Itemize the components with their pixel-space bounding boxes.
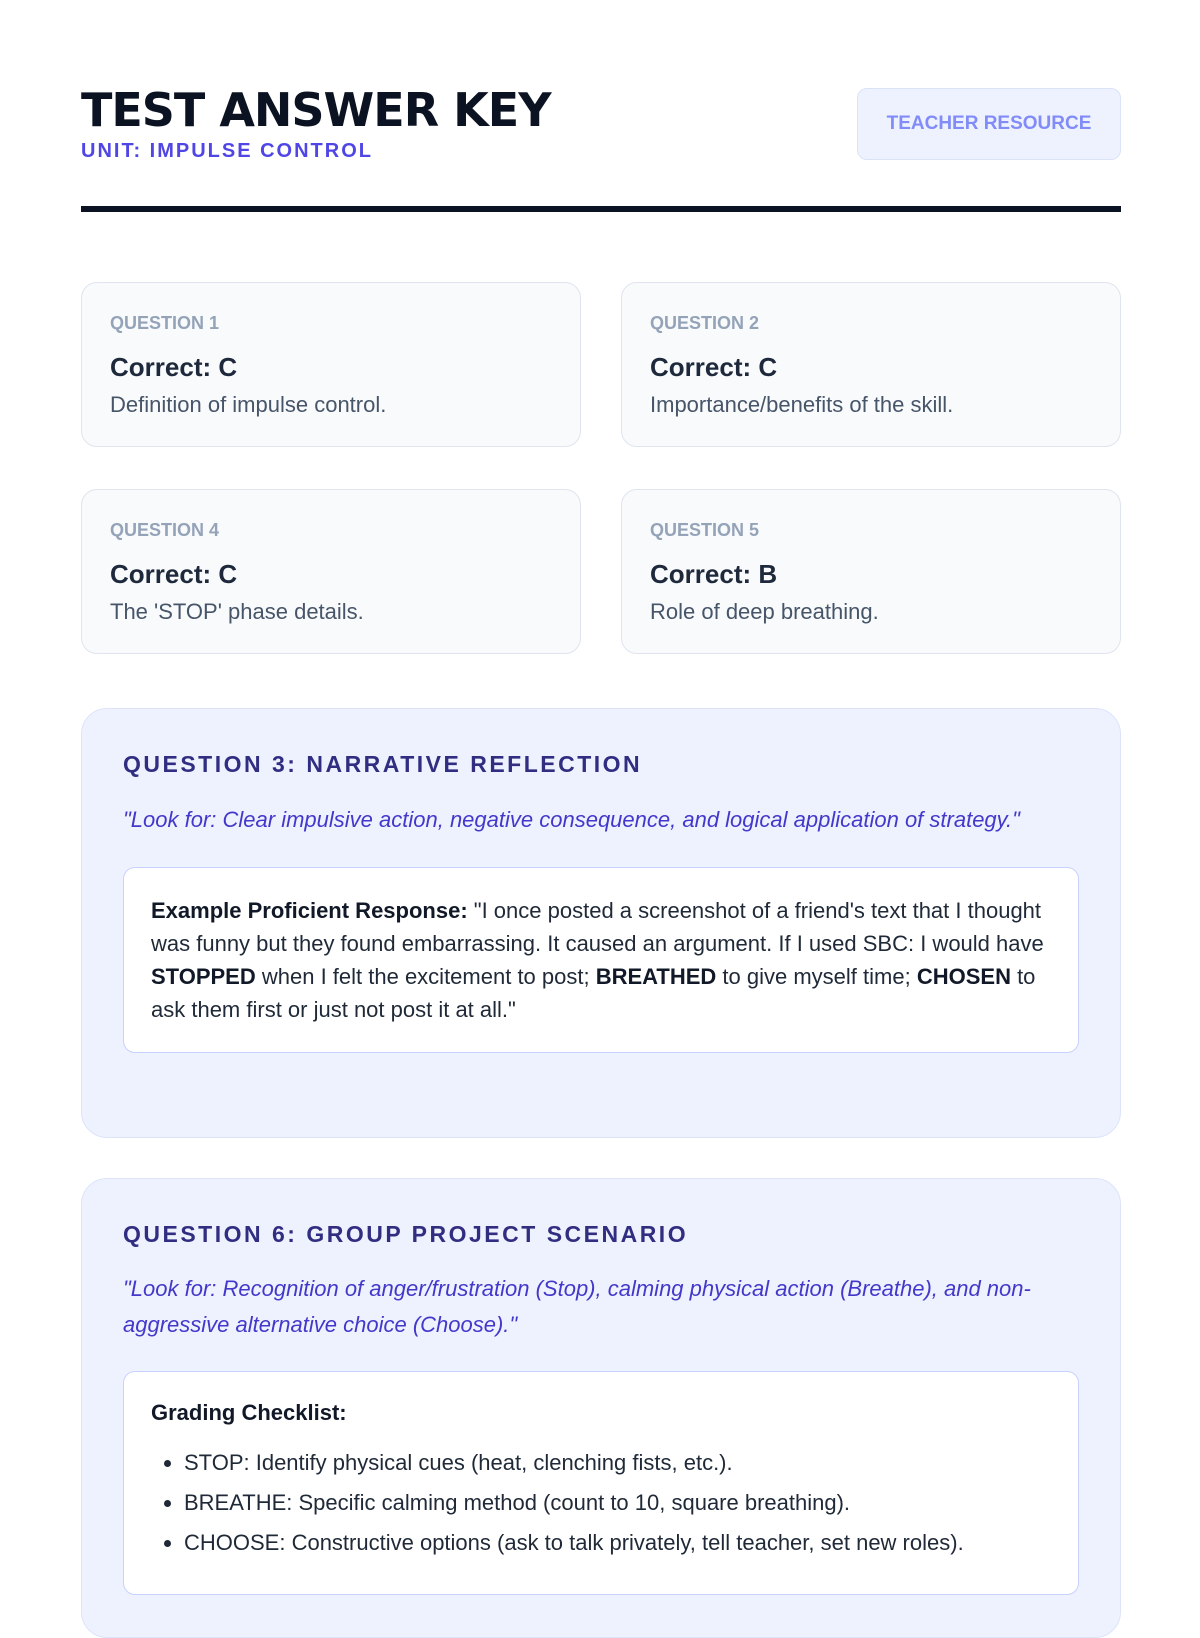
question-description: Role of deep breathing. — [650, 599, 879, 624]
question-card — [621, 489, 1121, 654]
question-3-section — [81, 708, 1121, 1138]
section-title: QUESTION 6: GROUP PROJECT SCENARIO — [123, 1221, 689, 1247]
page-header — [81, 82, 1121, 212]
breathe-keyword: BREATHED — [595, 964, 717, 989]
grading-criteria-quote: "Look for: Clear impulsive action, negative consequence, and logical application of strategy." — [123, 807, 1020, 832]
example-response-box — [123, 867, 1079, 1053]
question-label: QUESTION 1 — [110, 313, 220, 333]
question-description: Definition of impulse control. — [110, 392, 387, 417]
question-description: The 'STOP' phase details. — [110, 599, 364, 624]
section-title: QUESTION 3: NARRATIVE REFLECTION — [123, 751, 643, 777]
unit-subtitle: UNIT: IMPULSE CONTROL — [81, 140, 373, 162]
teacher-resource-badge: TEACHER RESOURCE — [857, 88, 1121, 160]
question-label: QUESTION 2 — [650, 313, 760, 333]
correct-answer: Correct: C — [110, 352, 238, 382]
response-label: Example Proficient Response: — [151, 898, 468, 923]
grading-checklist-box — [123, 1371, 1079, 1595]
question-label: QUESTION 4 — [110, 520, 220, 540]
grading-checklist — [151, 1448, 1051, 1558]
response-text: when I felt the excitement to post; — [255, 964, 596, 989]
question-card — [81, 489, 581, 654]
question-card — [621, 282, 1121, 447]
question-card — [81, 282, 581, 447]
checklist-item: • STOP: Identify physical cues (heat, clenching fists, etc.). — [184, 1448, 1051, 1478]
correct-answer: Correct: C — [650, 352, 778, 382]
grading-criteria-quote: "Look for: Recognition of anger/frustration (Stop), calming physical action (Breathe), and non-aggressive alternative choice (Choose)." — [123, 1276, 1031, 1337]
header-divider — [81, 206, 1121, 212]
correct-answer: Correct: B — [650, 559, 778, 589]
question-description: Importance/benefits of the skill. — [650, 392, 954, 417]
question-6-section — [81, 1178, 1121, 1638]
checklist-item: • CHOOSE: Constructive options (ask to talk privately, tell teacher, set new roles). — [184, 1528, 1051, 1558]
checklist-item: • BREATHE: Specific calming method (count to 10, square breathing). — [184, 1488, 1051, 1518]
correct-answer: Correct: C — [110, 559, 238, 589]
response-text: to give myself time; — [716, 964, 917, 989]
response-text: "I once posted a screenshot of a friend's text that I thought was funny but they found embarrassing. It caused an argument. If I used SBC: I would have — [151, 898, 1044, 956]
response-text: to ask them first or just not post it at all." — [151, 964, 1036, 1022]
question-label: QUESTION 5 — [650, 520, 760, 540]
choose-keyword: CHOSEN — [916, 964, 1011, 989]
page-title: TEST ANSWER KEY — [81, 83, 551, 137]
stop-keyword: STOPPED — [151, 964, 256, 989]
checklist-title: Grading Checklist: — [151, 1400, 347, 1425]
